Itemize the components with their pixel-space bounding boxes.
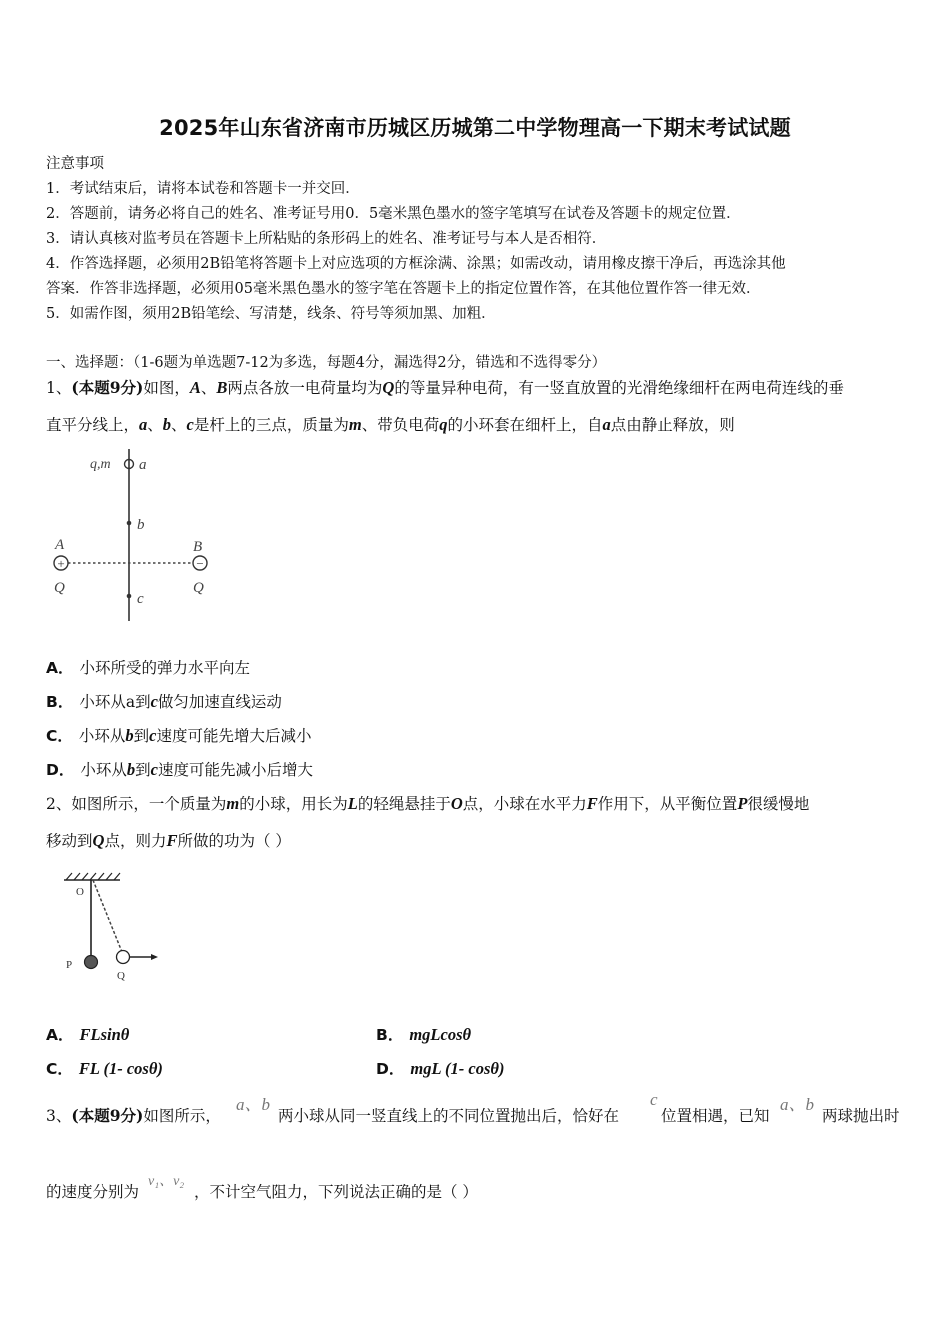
plus-sign: + — [57, 556, 65, 571]
label-O: O — [76, 886, 84, 898]
q1-stem-line-2: 直平分线上，a、b、c是杆上的三点，质量为m、带负电荷q的小环套在细杆上，自a点由静止释放，则 — [46, 415, 735, 434]
q2-stem-line-1: 2、如图所示，一个质量为m的小球，用长为L的轻绳悬挂于O点，小球在水平力F作用下，从平衡位置P很缓慢地 — [46, 794, 810, 813]
q2-stem-line-2: 移动到Q点，则力F所做的功为（ ） — [46, 831, 291, 850]
label-QB: Q — [193, 580, 204, 596]
q3-inline-c: c — [650, 1090, 658, 1109]
q3-inline-ab-1: a、b — [236, 1095, 270, 1114]
notice-item: 3．请认真核对监考员在答题卡上所粘贴的条形码上的姓名、准考证号与本人是否相符． — [46, 231, 607, 247]
q1-option-c: C． 小环从b到c速度可能先增大后减小 — [46, 726, 312, 745]
notice-item: 1．考试结束后，请将本试卷和答题卡一并交回． — [46, 181, 360, 197]
label-a: a — [139, 457, 147, 473]
label-Q: Q — [117, 970, 125, 982]
q1-option-b: B． 小环从a到c做匀加速直线运动 — [46, 692, 282, 711]
label-b: b — [137, 517, 145, 533]
ball-P — [85, 956, 98, 969]
q3-stem-line-2-start: 的速度分别为 — [46, 1183, 140, 1201]
q3-stem-line-1-mid: 两小球从同一竖直线上的不同位置抛出后，恰好在 — [278, 1107, 620, 1125]
q3-stem-line-1-end: 两球抛出时 — [822, 1107, 900, 1125]
q3-inline-ab-2: a、b — [780, 1095, 814, 1114]
label-qm: q,m — [90, 457, 111, 472]
q3-inline-velocities: v₁、v₂ — [148, 1174, 185, 1189]
q1-charge-figure — [46, 445, 226, 630]
q2-option-c: C． FL (1- cosθ) — [46, 1059, 163, 1078]
label-A: A — [55, 537, 65, 553]
section-heading: 一、选择题：（1-6题为单选题7-12为多选，每题4分，漏选得2分，错选和不选得零分） — [46, 355, 607, 371]
ball-Q — [117, 951, 130, 964]
notice-item: 5．如需作图，须用2B铅笔绘、写清楚，线条、符号等须加黑、加粗． — [46, 306, 496, 322]
label-QA: Q — [54, 580, 65, 596]
q2-option-d: D． mgL (1- cosθ) — [376, 1059, 505, 1078]
notice-item: 答案．作答非选择题，必须用05毫米黑色墨水的签字笔在答题卡上的指定位置作答，在其他位置作答一律无效． — [46, 281, 761, 297]
q1-option-d: D． 小环从b到c速度可能先减小后增大 — [46, 760, 313, 779]
point-b — [127, 521, 132, 526]
q2-option-b: B． mgLcosθ — [376, 1025, 472, 1044]
q2-pendulum-figure — [56, 866, 171, 986]
label-c: c — [137, 591, 144, 607]
minus-sign: − — [196, 556, 204, 571]
q1-option-a: A． 小环所受的弹力水平向左 — [46, 659, 251, 677]
notice-item: 2．答题前，请务必将自己的姓名、准考证号用0．5毫米黑色墨水的签字笔填写在试卷及答题卡的规定位置． — [46, 206, 741, 222]
point-c — [127, 594, 132, 599]
string-tilted — [93, 880, 122, 952]
notice-heading: 注意事项 — [46, 156, 104, 172]
page-title: 2025年山东省济南市历城区历城第二中学物理高一下期末考试试题 — [159, 116, 791, 140]
q1-stem-line-1: 1、(本题9分)如图，A、B两点各放一电荷量均为Q的等量异种电荷，有一竖直放置的光滑绝缘细杆在两电荷连线的垂 — [46, 378, 844, 397]
q3-stem-line-1-start: 3、(本题9分)如图所示， — [46, 1106, 221, 1125]
q3-stem-line-1-after-c: 位置相遇，已知 — [661, 1107, 770, 1125]
q3-stem-line-2-end: ，不计空气阻力，下列说法正确的是（ ） — [194, 1183, 478, 1201]
label-P: P — [66, 959, 73, 971]
q2-option-a: A． FLsinθ — [46, 1025, 130, 1044]
arrow-head — [151, 954, 158, 960]
notice-item: 4．作答选择题，必须用2B铅笔将答题卡上对应选项的方框涂满、涂黑；如需改动，请用橡皮擦干净后，再选涂其他 — [46, 256, 786, 272]
label-B: B — [193, 539, 203, 555]
